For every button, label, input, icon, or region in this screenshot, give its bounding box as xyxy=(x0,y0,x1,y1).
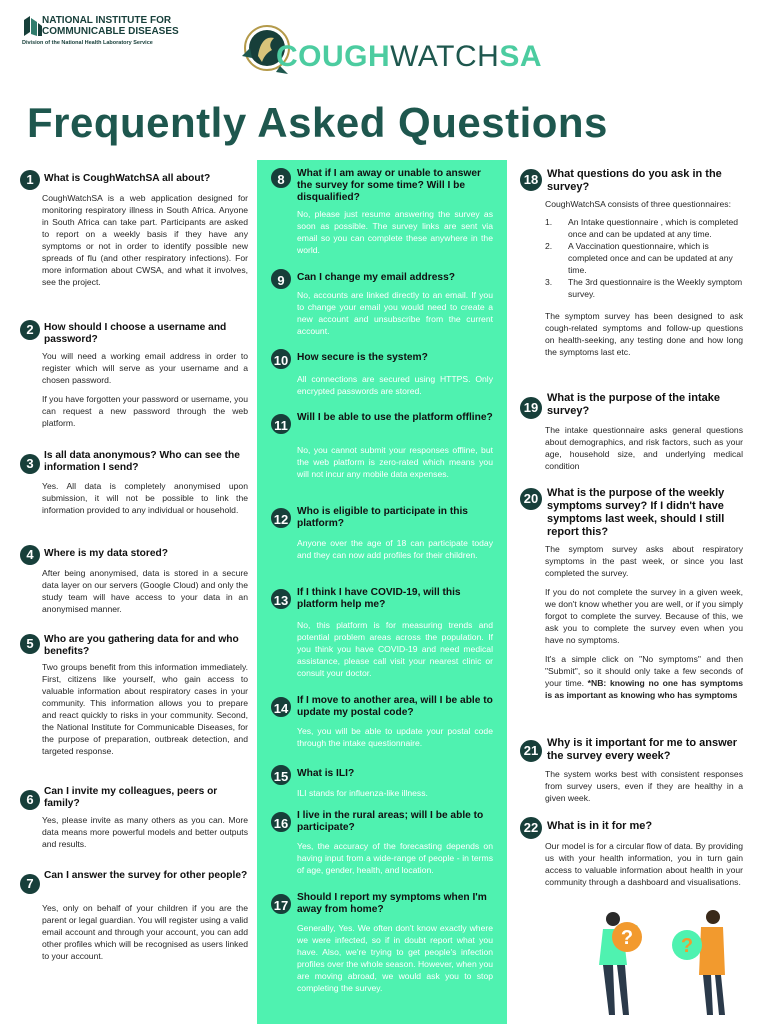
question-text: Can I invite my colleagues, peers or family? xyxy=(44,786,218,809)
question-number-badge: 17 xyxy=(269,892,293,916)
answer-paragraph: Yes, only on behalf of your children if you are the parent or legal guardian. You will register using a valid email account and through your account, you can add other profiles which will be recognised as users linked to your account. xyxy=(42,903,248,961)
question-number-badge: 2 xyxy=(20,320,40,340)
list-text: An Intake questionnaire , which is completed once and can be updated at any time. xyxy=(568,217,739,239)
question-number-badge: 4 xyxy=(20,545,40,565)
answer-paragraph: If you do not complete the survey in a given week, we don't know whether you are well, or if you simply forgot to complete the survey. Because of this, we ask you to complete the survey even when you have no symptoms. xyxy=(545,587,743,645)
svg-text:?: ? xyxy=(620,927,634,949)
answer-paragraph: You will need a working email address in order to register which will serve as your username and a chosen password. xyxy=(42,351,248,385)
answer-paragraph: Yes, please invite as many others as you can. More data means more powerful models and better outputs and results. xyxy=(42,815,248,849)
answer-text xyxy=(42,661,248,757)
question-number-badge: 1 xyxy=(20,170,40,190)
answer-sentence: It's a simple click on "No symptoms" and then "Submit", so it should only take a few seconds of your time. xyxy=(545,654,743,688)
question-text: I live in the rural areas; will I be able to participate? xyxy=(297,810,484,833)
list-item xyxy=(545,240,743,276)
org-name xyxy=(42,15,179,37)
list-number: 2. xyxy=(545,241,553,251)
answer-note-bold: *NB: knowing no one has symptoms is as important as knowing who has symptoms xyxy=(545,678,743,700)
answer-paragraph: No, accounts are linked directly to an email. If you to change your email you would need to create a new account and unsubscribe from the current account. xyxy=(297,290,493,336)
answer-paragraph: The intake questionnaire asks general questions about demographics, and risk factors, such as your age, household size, and underlying medical condition xyxy=(545,425,743,471)
brand-part-cough: COUGH xyxy=(276,40,391,73)
list-item xyxy=(545,216,743,240)
answer-paragraph: Generally, Yes. We often don't know exactly where we were infected, so if in doubt report what you have. Also, we're trying to get people's infection profiles over the whole season. However, when you are moving abroad, we would ask you to stop completing the survey. xyxy=(297,923,493,993)
answer-text xyxy=(545,840,743,888)
brand-wordmark xyxy=(276,40,542,74)
question-text: Can I change my email address? xyxy=(297,272,455,283)
question-text: What is the purpose of the intake survey? xyxy=(547,392,720,417)
list-number: 3. xyxy=(545,277,553,287)
answer-paragraph: No, please just resume answering the survey as soon as possible. The survey links are sent via email so you can complete these anywhere in the world. xyxy=(297,209,493,255)
answer-text xyxy=(297,725,493,749)
question-text: Who are you gathering data for and who benefits? xyxy=(44,634,239,657)
list-number: 1. xyxy=(545,217,553,227)
question-text: If I move to another area, will I be able to update my postal code? xyxy=(297,695,493,718)
answer-paragraph: No, you cannot submit your responses offline, but the web platform is zero-rated which means you will not incur any mobile data expenses. xyxy=(297,445,493,479)
svg-text:?: ? xyxy=(680,935,694,957)
question-text: What if I am away or unable to answer the survey for some time? Will I be disqualified? xyxy=(297,168,481,203)
question-number-badge: 11 xyxy=(269,412,293,436)
question-text: Where is my data stored? xyxy=(44,548,168,559)
answer-outro: The symptom survey has been designed to ask cough-related symptoms and follow-up questions on health-seeking, any testing done and how long the symptoms last etc. xyxy=(545,311,743,357)
org-subtitle: Division of the National Health Laboratory Service xyxy=(22,40,153,46)
question-text: What questions do you ask in the survey? xyxy=(547,168,722,193)
question-number-badge: 21 xyxy=(519,739,543,763)
question-text: What is ILI? xyxy=(297,768,355,779)
question-text: Is all data anonymous? Who can see the information I send? xyxy=(44,450,240,473)
answer-text xyxy=(545,543,743,701)
list-text: The 3rd questionnaire is the Weekly symptom survey. xyxy=(568,277,743,299)
question-text: How should I choose a username and password? xyxy=(44,322,227,345)
answer-text xyxy=(545,424,743,472)
answer-paragraph: Yes. All data is completely anonymised upon submission, it will not be possible to link the information provided to any individual or household. xyxy=(42,481,248,515)
question-number-badge: 5 xyxy=(20,634,40,654)
answer-text xyxy=(297,787,493,799)
answer-paragraph: All connections are secured using HTTPS. Only encrypted passwords are stored. xyxy=(297,374,493,396)
question-text: What is CoughWatchSA all about? xyxy=(44,173,211,184)
question-number-badge: 12 xyxy=(269,506,293,530)
questionnaire-list xyxy=(545,216,743,300)
answer-text xyxy=(42,480,248,516)
brand-part-watch: WATCH xyxy=(390,40,500,73)
page-title: Frequently Asked Questions xyxy=(27,99,608,146)
answer-text xyxy=(42,192,248,288)
answer-text xyxy=(42,902,248,962)
list-text: A Vaccination questionnaire, which is completed once and can be updated at any time. xyxy=(568,241,733,275)
org-name-line2: COMMUNICABLE DISEASES xyxy=(42,26,179,37)
answer-paragraph: The symptom survey asks about respiratory symptoms in the past week, or since you last completed the survey. xyxy=(545,544,743,578)
page-header xyxy=(0,0,770,95)
question-number-badge: 20 xyxy=(519,487,543,511)
answer-text xyxy=(297,444,493,480)
answer-text xyxy=(297,922,493,994)
answer-paragraph: Yes, the accuracy of the forecasting depends on having input from a wide-range of people - in terms of age, gender, health, and location. xyxy=(297,841,493,875)
answer-text xyxy=(42,567,248,615)
question-number-badge: 13 xyxy=(269,587,293,611)
answer-paragraph: Two groups benefit from this information immediately. First, citizens like yourself, who gain access to valuable information about respiratory cases in your community. This information allows you to prepare and react quickly to risks in your community. Second, the National Institute for Communicable Diseases, for the purpose of preparation, outbreak detection, and targeted response. xyxy=(42,662,248,756)
answer-text xyxy=(297,619,493,679)
question-number-badge: 8 xyxy=(269,166,293,190)
question-text: Can I answer the survey for other people? xyxy=(44,870,248,881)
answer-paragraph: ILI stands for influenza-like illness. xyxy=(297,788,428,798)
answer-text xyxy=(545,768,743,804)
question-number-badge: 3 xyxy=(20,454,40,474)
question-number-badge: 10 xyxy=(269,347,293,371)
question-number-badge: 19 xyxy=(519,396,543,420)
question-text: What is the purpose of the weekly symptoms survey? If I didn't have symptoms last week, should I still report this? xyxy=(547,487,725,538)
nicd-logo-icon xyxy=(22,14,44,38)
question-text: Why is it important for me to answer the survey every week? xyxy=(547,737,738,762)
question-text: Who is eligible to participate in this platform? xyxy=(297,506,468,529)
answer-text xyxy=(297,373,493,397)
question-text: Will I be able to use the platform offline? xyxy=(297,412,493,423)
answer-text xyxy=(297,289,493,337)
brand-part-sa: SA xyxy=(499,40,542,73)
question-number-badge: 16 xyxy=(269,810,293,834)
question-people-illustration xyxy=(575,905,735,1020)
question-text: How secure is the system? xyxy=(297,352,428,363)
list-item xyxy=(545,276,743,300)
org-name-line1: NATIONAL INSTITUTE FOR xyxy=(42,15,172,26)
answer-paragraph: The system works best with consistent responses from survey users, even if they are healthy in a given week. xyxy=(545,769,743,803)
faq-column-2 xyxy=(257,160,507,1024)
answer-text xyxy=(297,840,493,876)
question-number-badge: 18 xyxy=(519,168,543,192)
question-text: If I think I have COVID-19, will this platform help me? xyxy=(297,587,461,610)
question-number-badge: 9 xyxy=(269,267,293,291)
answer-text xyxy=(42,350,248,429)
question-number-badge: 7 xyxy=(20,874,40,894)
answer-intro: CoughWatchSA consists of three questionnaires: xyxy=(545,199,731,209)
question-text: What is in it for me? xyxy=(547,820,653,832)
question-text: Should I report my symptoms when I'm away from home? xyxy=(297,892,487,915)
answer-text xyxy=(545,198,743,358)
question-number-badge: 15 xyxy=(269,763,293,787)
answer-text xyxy=(297,537,493,561)
question-number-badge: 22 xyxy=(519,816,543,840)
answer-paragraph: After being anonymised, data is stored in a secure data layer on our servers (Google Cloud) and only the study team will have access to your data in an anonymised manner. xyxy=(42,568,248,614)
answer-paragraph: Our model is for a circular flow of data. By providing us with your health information, you in turn gain access to valuable information about health in your community through a dashboard and visualisations. xyxy=(545,841,743,887)
answer-paragraph: If you have forgotten your password or username, you can request a new password through the web platform. xyxy=(42,394,248,428)
answer-text xyxy=(42,814,248,850)
answer-paragraph: CoughWatchSA is a web application designed for monitoring respiratory illness in South Africa. Anyone in South Africa can take part. Participants are asked to report on a weekly basis if they have any symptoms or not in order to identify possible new spreads of flu (and other respiratory infections). For more information about CWSA, and what it involves, see the project. xyxy=(42,193,248,287)
answer-paragraph: Yes, you will be able to update your postal code through the intake questionnaire. xyxy=(297,726,493,748)
answer-paragraph xyxy=(545,653,743,701)
question-number-badge: 14 xyxy=(269,695,293,719)
answer-text xyxy=(297,208,493,256)
answer-paragraph: Anyone over the age of 18 can participate today and they can now add profiles for their children. xyxy=(297,538,493,560)
answer-paragraph: No, this platform is for measuring trends and potential problem areas across the population. If you think you have COVID-19 and need medical assistance, please call visit your nearest clinic or consult your doctor. xyxy=(297,620,493,678)
question-number-badge: 6 xyxy=(20,790,40,810)
